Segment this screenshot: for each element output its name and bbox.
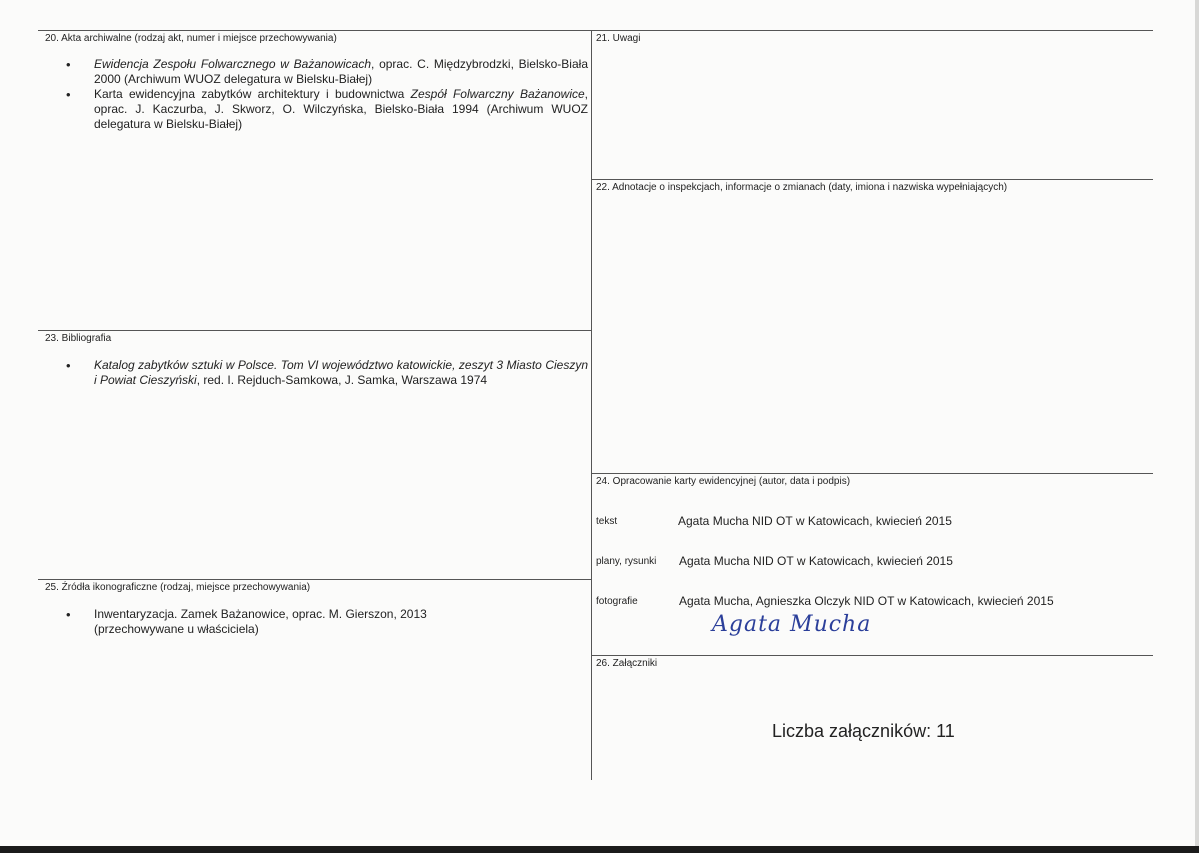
page-edge-right xyxy=(1195,0,1199,853)
divider-22-24 xyxy=(591,473,1153,474)
section-25-title: 25. Źródła ikonograficzne (rodzaj, miejsce przechowywania) xyxy=(45,582,311,593)
section-26-title: 26. Załączniki xyxy=(596,658,658,669)
item-text: , oprac. C. Międzybrodzki, Bielsko-Biała 2000 (Archiwum WUOZ delegatura w Bielsku-Białej) xyxy=(94,57,588,86)
row-label-tekst: tekst xyxy=(596,516,618,527)
handwritten-signature: Agata Mucha xyxy=(712,612,872,637)
page-edge-bottom xyxy=(0,846,1199,853)
divider-20-23 xyxy=(38,330,591,331)
section-23-title: 23. Bibliografia xyxy=(45,333,112,344)
section-20-list xyxy=(66,57,588,132)
center-divider xyxy=(591,30,592,780)
item-title: Zespół Folwarczny Bażanowice xyxy=(410,87,585,101)
item-text: Inwentaryzacja. Zamek Bażanowice, oprac. M. Gierszon, 2013 (przechowywane u właściciela) xyxy=(94,607,427,636)
top-border xyxy=(38,30,1153,31)
divider-23-25 xyxy=(38,579,591,580)
item-text: , red. I. Rejduch-Samkowa, J. Samka, Warszawa 1974 xyxy=(196,373,488,387)
list-item xyxy=(66,87,588,132)
row-value-tekst: Agata Mucha NID OT w Katowicach, kwiecień 2015 xyxy=(678,514,952,528)
attachments-count: Liczba załączników: 11 xyxy=(772,721,955,741)
row-label-fotografie: fotografie xyxy=(596,596,638,607)
section-22-title: 22. Adnotacje o inspekcjach, informacje o zmianach (daty, imiona i nazwiska wypełniających) xyxy=(596,182,1008,193)
section-24-title: 24. Opracowanie karty ewidencyjnej (autor, data i podpis) xyxy=(596,476,851,487)
list-item xyxy=(66,358,588,388)
row-label-plany: plany, rysunki xyxy=(596,556,657,567)
section-20-title: 20. Akta archiwalne (rodzaj akt, numer i miejsce przechowywania) xyxy=(45,33,337,44)
item-text: , oprac. J. Kaczurba, J. Skworz, O. Wilczyńska, Bielsko-Biała 1994 (Archiwum WUOZ delegatura w Bielsku-Białej) xyxy=(94,87,588,131)
row-value-plany: Agata Mucha NID OT w Katowicach, kwiecień 2015 xyxy=(679,554,953,568)
section-21-title: 21. Uwagi xyxy=(596,33,641,44)
item-text: Karta ewidencyjna zabytków architektury i budownictwa xyxy=(94,87,411,101)
divider-24-26 xyxy=(591,655,1153,656)
item-title: Ewidencja Zespołu Folwarcznego w Bażanowicach xyxy=(94,57,372,71)
item-title: Katalog zabytków sztuki w Polsce. Tom VI województwo katowickie, zeszyt 3 Miasto Cieszyn i Powiat Cieszyński xyxy=(94,358,588,387)
row-value-fotografie: Agata Mucha, Agnieszka Olczyk NID OT w Katowicach, kwiecień 2015 xyxy=(679,594,1054,608)
list-item xyxy=(66,57,588,87)
section-25-list xyxy=(66,607,486,637)
divider-21-22 xyxy=(591,179,1153,180)
list-item xyxy=(66,607,486,637)
section-23-list xyxy=(66,358,588,388)
